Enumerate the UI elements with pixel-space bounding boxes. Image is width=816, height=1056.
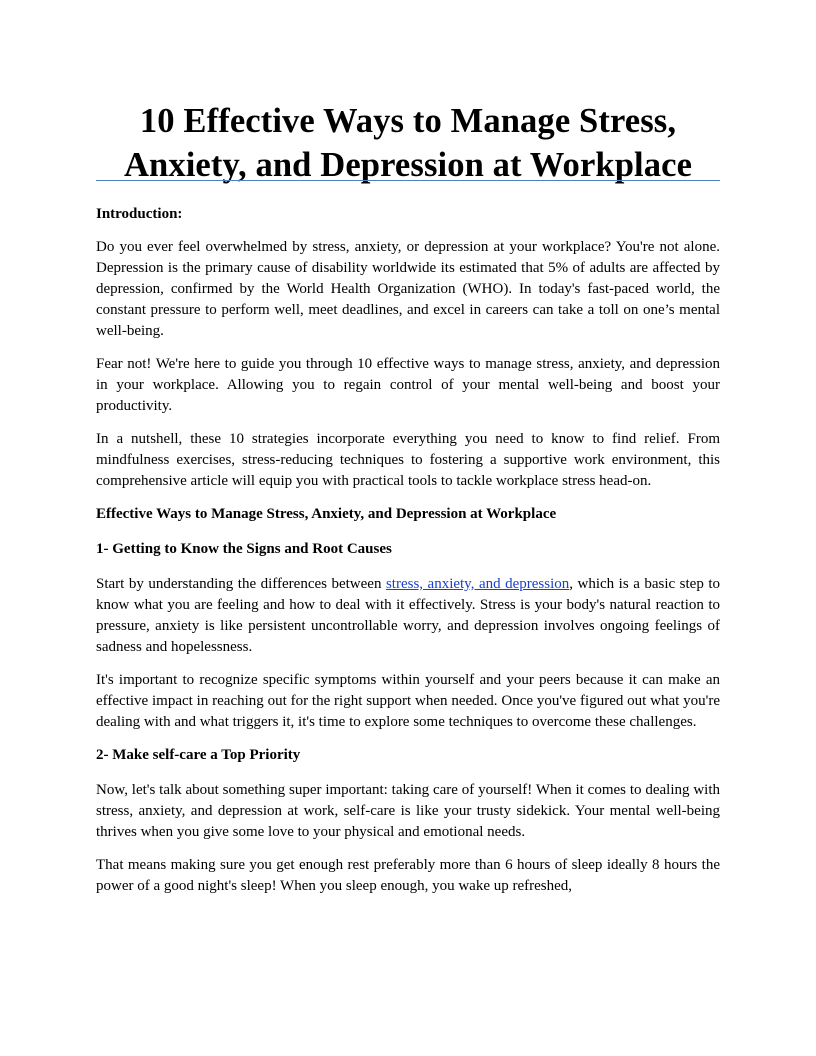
intro-paragraph-2: Fear not! We're here to guide you through 10 effective ways to manage stress, anxiety, and depression in your workplace. Allowing you to regain control of your mental well-being and boost your productivity.	[96, 356, 720, 414]
section-heading: Effective Ways to Manage Stress, Anxiety, and Depression at Workplace	[96, 506, 557, 522]
section-1-paragraph-1	[96, 574, 720, 658]
section-2-paragraph-1: Now, let's talk about something super important: taking care of yourself! When it comes to dealing with stress, anxiety, and depression at work, self-care is like your trusty sidekick. Your mental well-being thrives when you give some love to your physical and emotional needs.	[96, 782, 720, 840]
intro-paragraph-3: In a nutshell, these 10 strategies incorporate everything you need to know to find relief. From mindfulness exercises, stress-reducing techniques to fostering a supportive work environment, this comprehensive article will equip you with practical tools to tackle workplace stress head-on.	[96, 431, 720, 489]
intro-heading: Introduction:	[96, 206, 183, 222]
section-2-heading: 2- Make self-care a Top Priority	[96, 747, 301, 763]
title-underline-rule	[96, 180, 720, 181]
section-2-paragraph-2-line-2: hours the power of a good night's sleep! When you sleep enough, you wake up refreshed,	[96, 857, 720, 894]
intro-paragraph-1: Do you ever feel overwhelmed by stress, anxiety, or depression at your workplace? You're not alone. Depression is the primary cause of disability worldwide its estimated that 5% of adults are affected by depression, confirmed by the World Health Organization (WHO). In today's fast-paced world, the constant pressure to perform well, meet deadlines, and excel in careers can take a toll on one’s mental well-being.	[96, 239, 720, 339]
section-1-paragraph-1-end: , which is a basic step to know what you are feeling and how to deal with it effectively. Stress is your body's natural reaction to pressure, anxiety is like persistent uncontrollable worry, and depression involves ongoing feelings of sadness and hopelessness.	[96, 576, 720, 655]
section-2-paragraph-2	[96, 855, 720, 897]
section-1-paragraph-1-start: Start by understanding the differences between	[96, 576, 386, 592]
stress-anxiety-depression-link[interactable]: stress, anxiety, and depression	[385, 576, 570, 592]
title-line-2: Anxiety, and Depression at Workplace	[123, 146, 693, 184]
title-block	[96, 99, 720, 187]
section-1-paragraph-2: It's important to recognize specific symptoms within yourself and your peers because it can make an effective impact in reaching out for the right support when needed. Once you've figured out what you're dealing with and what triggers it, it's time to explore some techniques to overcome these challenges.	[96, 672, 720, 730]
section-1-heading: 1- Getting to Know the Signs and Root Causes	[96, 541, 392, 557]
section-2-paragraph-2-line-1: That means making sure you get enough rest preferably more than 6 hours of sleep ideally 8	[96, 857, 660, 873]
page-title	[96, 99, 720, 187]
title-line-1: 10 Effective Ways to Manage Stress,	[139, 102, 677, 140]
article-body	[96, 204, 720, 897]
